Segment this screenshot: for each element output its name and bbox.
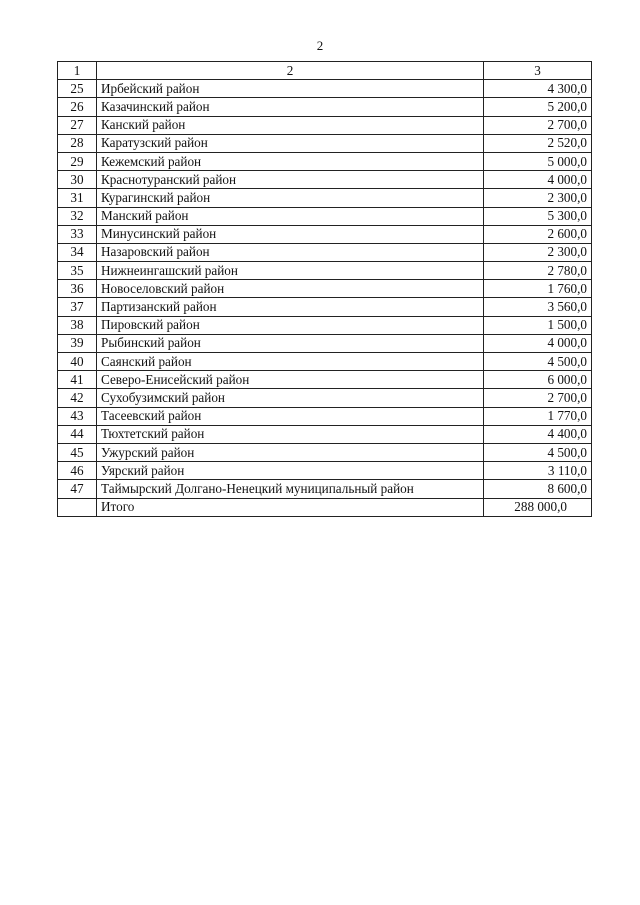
table-row xyxy=(58,389,592,407)
district-name: Тасеевский район xyxy=(97,407,484,425)
row-number: 30 xyxy=(58,171,97,189)
district-name: Минусинский район xyxy=(97,225,484,243)
total-blank-cell xyxy=(58,498,97,516)
district-name: Курагинский район xyxy=(97,189,484,207)
district-name: Ирбейский район xyxy=(97,80,484,98)
table-row xyxy=(58,134,592,152)
table-row xyxy=(58,243,592,261)
table-row xyxy=(58,116,592,134)
table-row xyxy=(58,298,592,316)
row-number: 31 xyxy=(58,189,97,207)
row-value: 2 520,0 xyxy=(484,134,592,152)
district-name: Пировский район xyxy=(97,316,484,334)
table-row xyxy=(58,262,592,280)
row-value: 4 500,0 xyxy=(484,443,592,461)
table-row xyxy=(58,316,592,334)
table-row xyxy=(58,189,592,207)
row-value: 2 700,0 xyxy=(484,389,592,407)
table-row xyxy=(58,371,592,389)
row-number: 39 xyxy=(58,334,97,352)
district-name: Краснотуранский район xyxy=(97,171,484,189)
row-number: 41 xyxy=(58,371,97,389)
row-value: 4 300,0 xyxy=(484,80,592,98)
table-row xyxy=(58,225,592,243)
header-col-1: 1 xyxy=(58,62,97,80)
district-name: Саянский район xyxy=(97,353,484,371)
row-number: 26 xyxy=(58,98,97,116)
row-number: 37 xyxy=(58,298,97,316)
row-number: 46 xyxy=(58,462,97,480)
row-value: 1 770,0 xyxy=(484,407,592,425)
row-value: 1 500,0 xyxy=(484,316,592,334)
row-number: 29 xyxy=(58,152,97,170)
district-name: Нижнеингашский район xyxy=(97,262,484,280)
table-row xyxy=(58,407,592,425)
district-name: Тюхтетский район xyxy=(97,425,484,443)
district-name: Казачинский район xyxy=(97,98,484,116)
row-number: 35 xyxy=(58,262,97,280)
row-value: 5 200,0 xyxy=(484,98,592,116)
row-number: 27 xyxy=(58,116,97,134)
row-value: 8 600,0 xyxy=(484,480,592,498)
row-number: 32 xyxy=(58,207,97,225)
row-value: 5 000,0 xyxy=(484,152,592,170)
allocation-table xyxy=(57,61,592,517)
table-row xyxy=(58,152,592,170)
district-name: Таймырский Долгано-Ненецкий муниципальный район xyxy=(97,480,484,498)
table-row xyxy=(58,353,592,371)
table-row xyxy=(58,80,592,98)
table-row xyxy=(58,334,592,352)
row-number: 42 xyxy=(58,389,97,407)
page-number: 2 xyxy=(316,38,324,53)
row-value: 2 780,0 xyxy=(484,262,592,280)
row-value: 4 400,0 xyxy=(484,425,592,443)
total-label: Итого xyxy=(97,498,484,516)
row-number: 43 xyxy=(58,407,97,425)
table-row xyxy=(58,462,592,480)
table-row xyxy=(58,480,592,498)
row-number: 47 xyxy=(58,480,97,498)
row-value: 3 110,0 xyxy=(484,462,592,480)
district-name: Партизанский район xyxy=(97,298,484,316)
row-number: 34 xyxy=(58,243,97,261)
row-number: 33 xyxy=(58,225,97,243)
row-number: 36 xyxy=(58,280,97,298)
row-value: 6 000,0 xyxy=(484,371,592,389)
row-value: 2 700,0 xyxy=(484,116,592,134)
table-row xyxy=(58,171,592,189)
row-value: 1 760,0 xyxy=(484,280,592,298)
row-value: 4 500,0 xyxy=(484,353,592,371)
table-row xyxy=(58,280,592,298)
table-row xyxy=(58,207,592,225)
table-row xyxy=(58,98,592,116)
row-number: 25 xyxy=(58,80,97,98)
row-value: 4 000,0 xyxy=(484,334,592,352)
district-name: Каратузский район xyxy=(97,134,484,152)
row-number: 28 xyxy=(58,134,97,152)
district-name: Манский район xyxy=(97,207,484,225)
district-name: Канский район xyxy=(97,116,484,134)
row-number: 44 xyxy=(58,425,97,443)
row-number: 45 xyxy=(58,443,97,461)
row-number: 40 xyxy=(58,353,97,371)
row-value: 4 000,0 xyxy=(484,171,592,189)
district-name: Рыбинский район xyxy=(97,334,484,352)
row-value: 3 560,0 xyxy=(484,298,592,316)
district-name: Сухобузимский район xyxy=(97,389,484,407)
header-col-3: 3 xyxy=(484,62,592,80)
district-name: Новоселовский район xyxy=(97,280,484,298)
table-row xyxy=(58,425,592,443)
row-number: 38 xyxy=(58,316,97,334)
table-header-row xyxy=(58,62,592,80)
district-name: Северо-Енисейский район xyxy=(97,371,484,389)
row-value: 2 300,0 xyxy=(484,189,592,207)
row-value: 2 300,0 xyxy=(484,243,592,261)
district-name: Назаровский район xyxy=(97,243,484,261)
header-col-2: 2 xyxy=(97,62,484,80)
row-value: 5 300,0 xyxy=(484,207,592,225)
district-name: Ужурский район xyxy=(97,443,484,461)
table-row xyxy=(58,443,592,461)
district-name: Уярский район xyxy=(97,462,484,480)
total-row xyxy=(58,498,592,516)
district-name: Кежемский район xyxy=(97,152,484,170)
total-value: 288 000,0 xyxy=(484,498,592,516)
row-value: 2 600,0 xyxy=(484,225,592,243)
